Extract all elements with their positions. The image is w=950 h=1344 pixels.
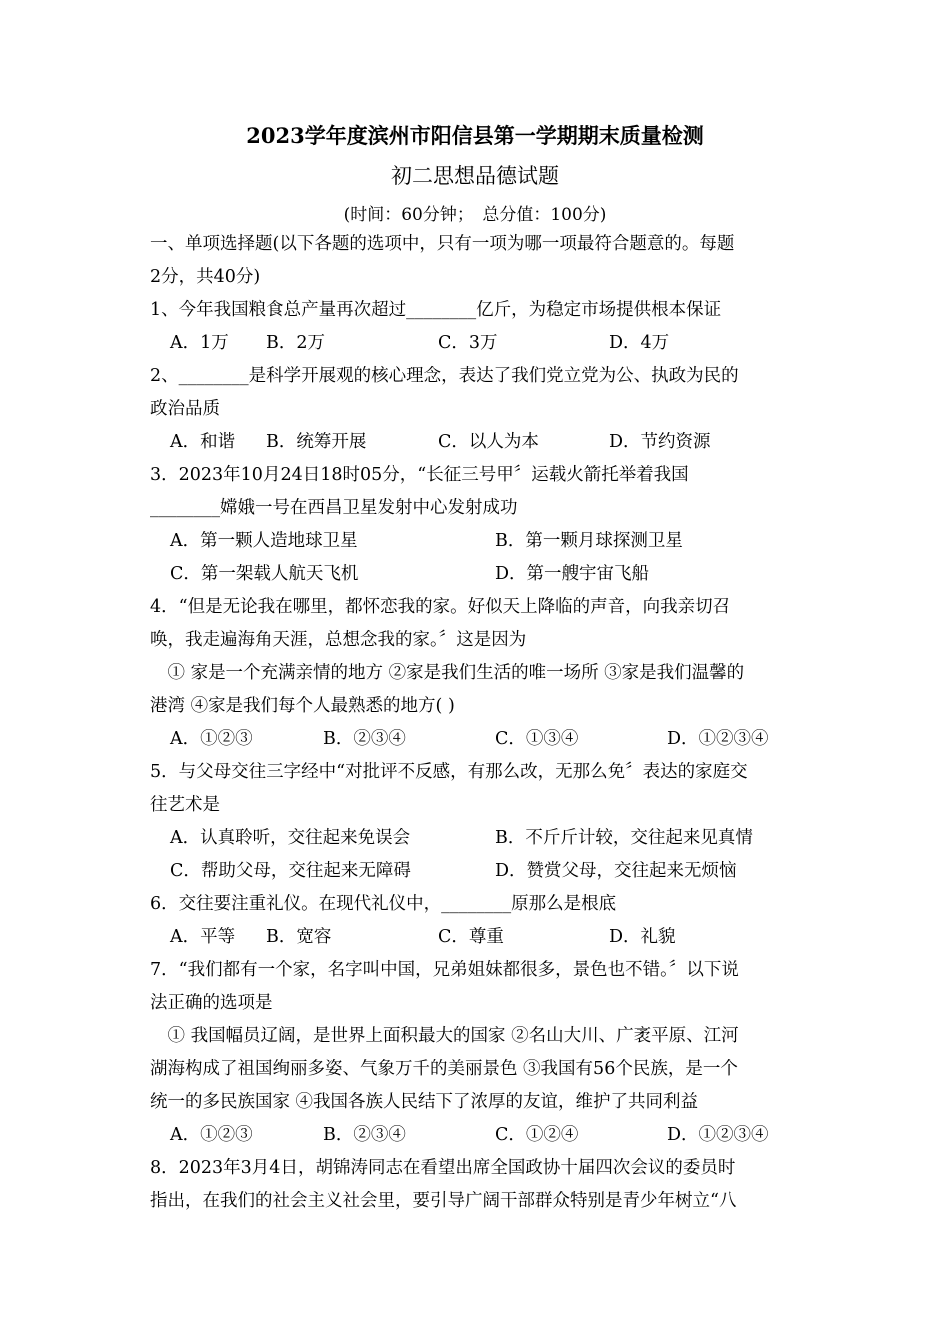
question-7-option-d: D．①②③④ (667, 1125, 769, 1145)
question-7-option-b: B．②③④ (323, 1125, 406, 1145)
question-5-option-a: A．认真聆听，交往起来免误会 (170, 828, 411, 848)
question-5-option-b: B．不斤斤计较，交往起来见真情 (495, 828, 753, 848)
question-4-text: 4．“但是无论我在哪里，都怀恋我的家。好似天上降临的声音，向我亲切召 (150, 597, 731, 617)
question-7-option-a: A．①②③ (170, 1125, 253, 1145)
question-2-option-b: B．统筹开展 (266, 432, 367, 452)
question-4-option-a: A．①②③ (170, 729, 253, 749)
question-8-text: 8．2023年3月4日，胡锦涛同志在看望出席全国政协十届四次会议的委员时 (150, 1158, 736, 1178)
section-heading: 一、单项选择题(以下各题的选项中，只有一项为哪一项最符合题意的。每题 (150, 234, 735, 254)
question-6-option-b: B．宽容 (266, 927, 332, 947)
question-2-option-a: A．和谐 (170, 432, 236, 452)
question-5-text: 5．与父母交往三字经中“对批评不反感，有那么改，无那么免〞表达的家庭交 (150, 762, 748, 782)
question-4-statements-cont: 港湾 ④家是我们每个人最熟悉的地方( ) (150, 696, 455, 716)
question-2-text: 2、________是科学开展观的核心理念，表达了我们党立党为公、执政为民的 (150, 366, 739, 386)
question-4-option-c: C．①③④ (495, 729, 579, 749)
question-3-option-a: A．第一颗人造地球卫星 (170, 531, 358, 551)
question-1-option-c: C．3万 (438, 333, 498, 353)
question-5-text-cont: 往艺术是 (150, 795, 220, 815)
question-7-text: 7．“我们都有一个家，名字叫中国，兄弟姐妹都很多，景色也不错。〞以下说 (150, 960, 739, 980)
question-1-option-a: A．1万 (170, 333, 229, 353)
question-7-option-c: C．①②④ (495, 1125, 579, 1145)
question-7-statements: ① 我国幅员辽阔，是世界上面积最大的国家 ②名山大川、广袤平原、江河 (150, 1026, 739, 1046)
question-2-option-d: D．节约资源 (609, 432, 711, 452)
question-2-text-cont: 政治品质 (150, 399, 220, 419)
question-6-text: 6．交往要注重礼仪。在现代礼仪中，________原那么是根底 (150, 894, 617, 914)
section-heading-cont: 2分，共40分) (150, 267, 261, 287)
question-3-text-cont: ________嫦娥一号在西昌卫星发射中心发射成功 (150, 498, 518, 518)
question-4-option-d: D．①②③④ (667, 729, 769, 749)
question-7-statements-cont2: 统一的多民族国家 ④我国各族人民结下了浓厚的友谊，维护了共同利益 (150, 1092, 699, 1112)
question-6-option-a: A．平等 (170, 927, 236, 947)
question-3-option-c: C．第一架载人航天飞机 (170, 564, 359, 584)
question-1-text: 1、今年我国粮食总产量再次超过________亿斤，为稳定市场提供根本保证 (150, 300, 722, 320)
question-4-option-b: B．②③④ (323, 729, 406, 749)
question-7-text-cont: 法正确的选项是 (150, 993, 273, 1013)
question-1-option-d: D．4万 (609, 333, 670, 353)
question-5-option-c: C．帮助父母，交往起来无障碍 (170, 861, 411, 881)
exam-title: 2023学年度滨州市阳信县第一学期期末质量检测 (246, 123, 704, 148)
question-2-option-c: C．以人为本 (438, 432, 539, 452)
question-6-option-d: D．礼貌 (609, 927, 676, 947)
question-3-option-b: B．第一颗月球探测卫星 (495, 531, 683, 551)
exam-subtitle: 初二思想品德试题 (391, 164, 559, 188)
question-4-text-cont: 唤，我走遍海角天涯，总想念我的家。〞这是因为 (150, 630, 527, 650)
question-8-text-cont: 指出，在我们的社会主义社会里，要引导广阔干部群众特别是青少年树立“八 (150, 1191, 737, 1211)
question-4-statements: ① 家是一个充满亲情的地方 ②家是我们生活的唯一场所 ③家是我们温馨的 (150, 663, 745, 683)
question-3-option-d: D．第一艘宇宙飞船 (495, 564, 650, 584)
question-1-option-b: B．2万 (266, 333, 325, 353)
question-5-option-d: D．赞赏父母，交往起来无烦恼 (495, 861, 737, 881)
question-6-option-c: C．尊重 (438, 927, 504, 947)
question-7-statements-cont: 湖海构成了祖国绚丽多姿、气象万千的美丽景色 ③我国有56个民族，是一个 (150, 1059, 738, 1079)
exam-info: (时间：60分钟； 总分值：100分) (343, 205, 607, 225)
question-3-text: 3．2023年10月24日18时05分，“长征三号甲〞运载火箭托举着我国 (150, 465, 689, 485)
